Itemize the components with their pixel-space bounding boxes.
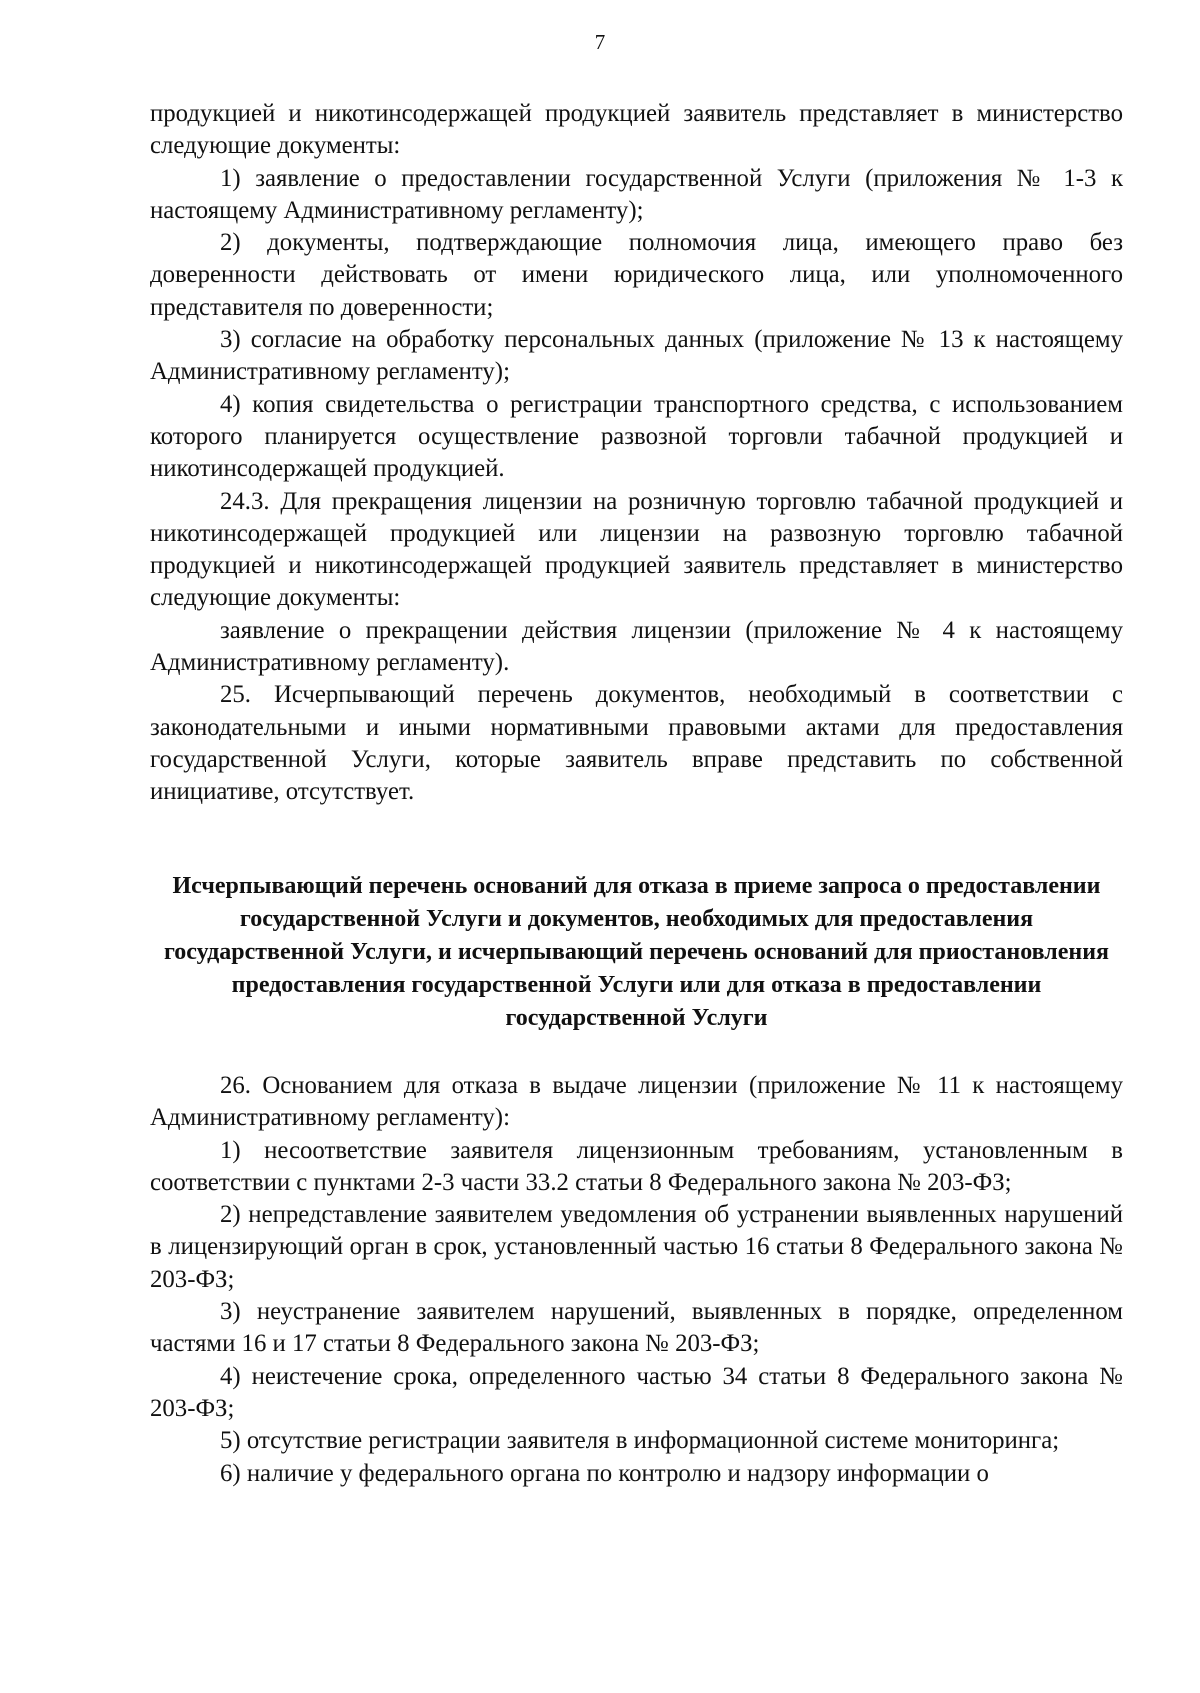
- paragraph: продукцией и никотинсодержащей продукцией заявитель представляет в министерство следующие документы:: [150, 100, 1123, 160]
- paragraph: заявление о прекращении действия лицензии (приложение № 4 к настоящему Административному регламенту).: [150, 616, 1123, 677]
- body-text-bottom: [150, 1070, 1123, 1490]
- paragraph: 4) неистечение срока, определенного частью 34 статьи 8 Федерального закона № 203-ФЗ;: [150, 1362, 1123, 1422]
- paragraph: 5) отсутствие регистрации заявителя в информационной системе мониторинга;: [220, 1427, 1060, 1455]
- body-text-top: [150, 98, 1123, 809]
- paragraph: 2) документы, подтверждающие полномочия лица, имеющего право без доверенности действовать от имени юридического лица, или уполномоченного представителя по доверенности;: [150, 229, 1123, 321]
- paragraph: 24.3. Для прекращения лицензии на розничную торговлю табачной продукцией и никотинсодержащей продукцией или лицензии на развозную торговлю табачной продукцией и никотинсодержащей продукцией заявитель представляет в министерство следующие документы:: [150, 487, 1123, 612]
- paragraph: 1) заявление о предоставлении государственной Услуги (приложения № 1-3 к настоящему Административному регламенту);: [150, 164, 1123, 224]
- paragraph: 26. Основанием для отказа в выдаче лицензии (приложение № 11 к настоящему Административному регламенту):: [150, 1072, 1123, 1132]
- paragraph: 25. Исчерпывающий перечень документов, необходимый в соответствии с законодательными и иными нормативными правовыми актами для предоставления государственной Услуги, которые заявитель вправе представить по собственной инициативе, отсутствует.: [150, 681, 1123, 806]
- paragraph: 2) непредставление заявителем уведомления об устранении выявленных нарушений в лицензирующий орган в срок, установленный частью 16 статьи 8 Федерального закона № 203-ФЗ;: [150, 1201, 1123, 1293]
- section-heading: Исчерпывающий перечень оснований для отказа в приеме запроса о предоставлении государственной Услуги и документов, необходимых для предоставления государственной Услуги, и исчерпывающий перечень оснований для приостановления предоставления государственной Услуги или для отказа в предоставлении государственной Услуги: [163, 873, 1110, 1031]
- paragraph: 3) неустранение заявителем нарушений, выявленных в порядке, определенном частями 16 и 17 статьи 8 Федерального закона № 203-ФЗ;: [150, 1298, 1123, 1358]
- paragraph: 4) копия свидетельства о регистрации транспортного средства, с использованием которого планируется осуществление развозной торговли табачной продукцией и никотинсодержащей продукцией.: [150, 390, 1123, 483]
- paragraph: 3) согласие на обработку персональных данных (приложение № 13 к настоящему Административному регламенту);: [150, 326, 1123, 386]
- paragraph: 6) наличие у федерального органа по контролю и надзору информации о: [220, 1459, 989, 1487]
- page-number: 7: [594, 30, 606, 54]
- paragraph: 1) несоответствие заявителя лицензионным требованиям, установленным в соответствии с пунктами 2-3 части 33.2 статьи 8 Федерального закона № 203-ФЗ;: [150, 1136, 1123, 1196]
